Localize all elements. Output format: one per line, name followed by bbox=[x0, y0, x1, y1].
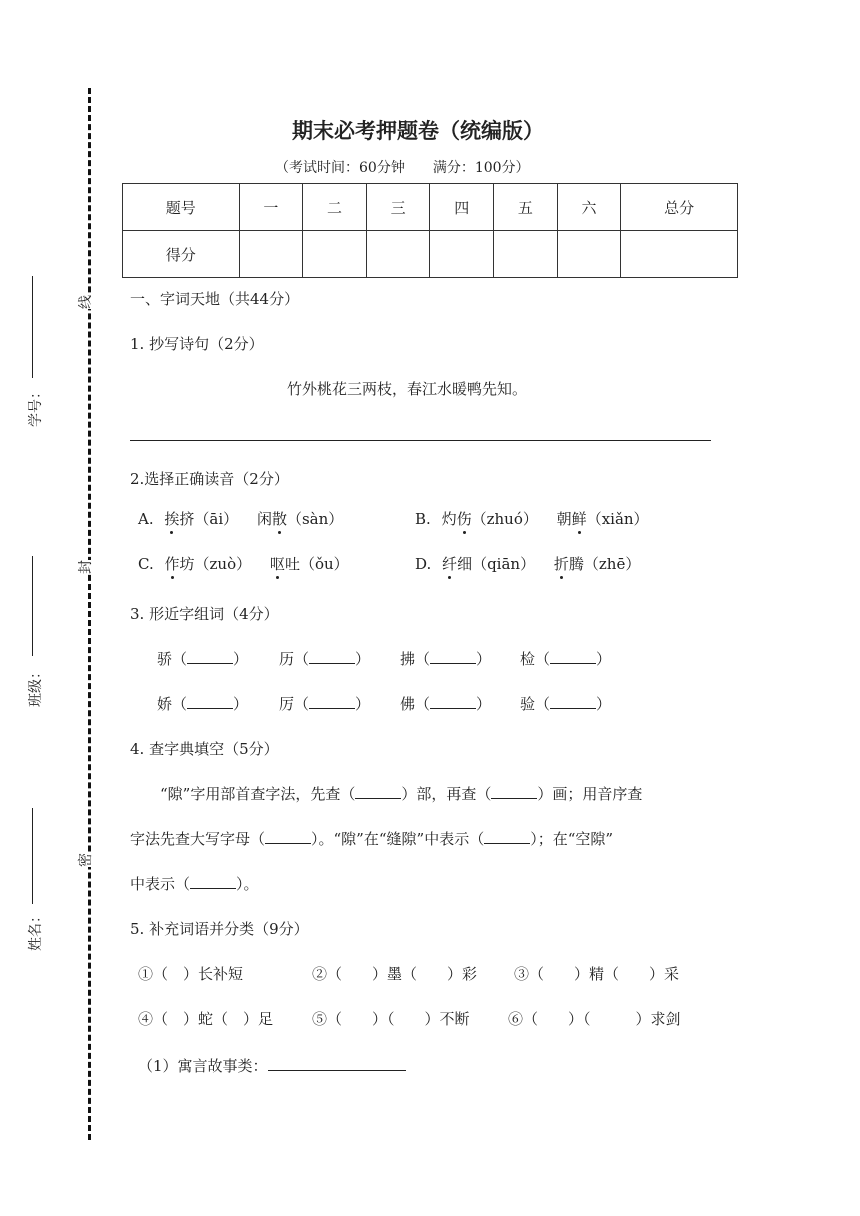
option-letter: D. bbox=[415, 555, 432, 573]
student-id-label: 学号： bbox=[28, 385, 44, 427]
q2-title: 2.选择正确读音（2分） bbox=[130, 470, 289, 488]
score-cell[interactable] bbox=[494, 231, 558, 278]
q3-blank[interactable] bbox=[309, 694, 355, 709]
q4-text: ）部，再查（ bbox=[401, 785, 492, 803]
q4-blank[interactable] bbox=[190, 874, 236, 889]
name-line[interactable] bbox=[32, 808, 33, 904]
q5-item-6[interactable]: ⑥（ ）（ ）求剑 bbox=[508, 1010, 681, 1028]
student-id-line[interactable] bbox=[32, 276, 33, 378]
section1-title: 一、字词天地（共44分） bbox=[130, 290, 300, 308]
q5-item-3[interactable]: ③（ ）精（ ）采 bbox=[514, 965, 680, 983]
class-line[interactable] bbox=[32, 556, 33, 656]
q3-char: 拂 bbox=[400, 650, 416, 668]
q4-text: “隙”字用部首查字法，先查（ bbox=[160, 785, 356, 803]
option-word-char: 吐 bbox=[284, 555, 300, 573]
q3-item[interactable]: 娇（ ） bbox=[157, 695, 249, 713]
q4-text: ）。 bbox=[236, 875, 259, 893]
option-word-char: 挤 bbox=[179, 510, 195, 528]
q5-item-5[interactable]: ⑤（ ）（ ）不断 bbox=[312, 1010, 470, 1028]
q2-option-b[interactable] bbox=[415, 508, 649, 529]
q5-sub-1 bbox=[138, 1055, 406, 1076]
q3-item[interactable]: 验（ ） bbox=[520, 695, 612, 713]
score-table-header-cell: 总分 bbox=[621, 184, 738, 231]
q1-answer-line[interactable] bbox=[130, 440, 711, 441]
q5-item-1[interactable]: ①（ ）长补短 bbox=[138, 965, 244, 983]
option-letter: C. bbox=[138, 555, 154, 573]
binding-dashed-line bbox=[88, 88, 91, 1140]
score-cell[interactable] bbox=[621, 231, 738, 278]
option-word-char-dotted: 纤 bbox=[442, 555, 458, 573]
q3-item[interactable]: 骄（ ） bbox=[157, 650, 249, 668]
score-table-header-cell: 五 bbox=[494, 184, 558, 231]
q2-option-d[interactable] bbox=[415, 553, 640, 574]
q3-char: 厉 bbox=[279, 695, 295, 713]
option-pinyin: （zhuó） bbox=[471, 510, 538, 528]
q5-title: 5. 补充词语并分类（9分） bbox=[130, 920, 309, 938]
score-cell[interactable] bbox=[430, 231, 494, 278]
score-cell[interactable] bbox=[303, 231, 367, 278]
option-word-char: 细 bbox=[457, 555, 473, 573]
option-pinyin: （zhē） bbox=[583, 555, 641, 573]
q3-title: 3. 形近字组词（4分） bbox=[130, 605, 279, 623]
q4-text: ）。“隙”在“缝隙”中表示（ bbox=[311, 830, 485, 848]
q4-line-2 bbox=[130, 828, 613, 849]
q4-text: ）；在“空隙” bbox=[530, 830, 614, 848]
score-row-label: 得分 bbox=[123, 231, 240, 278]
option-word-char-dotted: 挨 bbox=[164, 510, 180, 528]
q5-item-4[interactable]: ④（ ）蛇（ ）足 bbox=[138, 1010, 274, 1028]
option-word-char: 腾 bbox=[568, 555, 584, 573]
q3-item[interactable]: 历（ ） bbox=[279, 650, 371, 668]
option-pinyin: （āi） bbox=[194, 510, 239, 528]
q3-item[interactable]: 佛（ ） bbox=[400, 695, 492, 713]
option-word-char-dotted: 呕 bbox=[269, 555, 285, 573]
score-table-header-cell: 二 bbox=[303, 184, 367, 231]
q3-char: 佛 bbox=[400, 695, 416, 713]
q4-title: 4. 查字典填空（5分） bbox=[130, 740, 279, 758]
q3-char: 验 bbox=[520, 695, 536, 713]
q3-char: 骄 bbox=[157, 650, 173, 668]
q4-blank[interactable] bbox=[265, 829, 311, 844]
score-table-score-row bbox=[123, 231, 738, 278]
option-word-char-dotted: 鲜 bbox=[571, 510, 587, 528]
option-word-char-dotted: 折 bbox=[553, 555, 569, 573]
q3-blank[interactable] bbox=[550, 649, 596, 664]
q3-blank[interactable] bbox=[550, 694, 596, 709]
q3-blank[interactable] bbox=[187, 694, 233, 709]
score-table-header-cell: 题号 bbox=[123, 184, 240, 231]
score-cell[interactable] bbox=[239, 231, 303, 278]
option-pinyin: （sàn） bbox=[286, 510, 344, 528]
q3-blank[interactable] bbox=[430, 694, 476, 709]
q4-blank[interactable] bbox=[484, 829, 530, 844]
option-word-char: 坊 bbox=[179, 555, 195, 573]
score-table-header-cell: 六 bbox=[557, 184, 621, 231]
q4-text: 中表示（ bbox=[130, 875, 191, 893]
q2-option-c[interactable] bbox=[138, 553, 349, 574]
q3-blank[interactable] bbox=[430, 649, 476, 664]
q4-blank[interactable] bbox=[491, 784, 537, 799]
option-letter: B. bbox=[415, 510, 431, 528]
q5-sub-blank[interactable] bbox=[268, 1056, 406, 1071]
q3-item[interactable]: 厉（ ） bbox=[279, 695, 371, 713]
q1-poem: 竹外桃花三两枝，春江水暖鸭先知。 bbox=[287, 380, 528, 398]
score-table-header-cell: 四 bbox=[430, 184, 494, 231]
seal-char-feng: 封 bbox=[73, 560, 97, 574]
option-pinyin: （zuò） bbox=[194, 555, 252, 573]
q3-blank[interactable] bbox=[309, 649, 355, 664]
q3-char: 娇 bbox=[157, 695, 173, 713]
name-label: 姓名： bbox=[28, 909, 44, 951]
option-word-char-dotted: 作 bbox=[164, 555, 180, 573]
score-table-header-cell: 三 bbox=[366, 184, 430, 231]
q4-text: ）画；用音序查 bbox=[537, 785, 643, 803]
seal-char-xian: 线 bbox=[73, 295, 97, 309]
score-cell[interactable] bbox=[366, 231, 430, 278]
q2-option-a[interactable] bbox=[138, 508, 343, 529]
option-word-char-dotted: 伤 bbox=[456, 510, 472, 528]
option-pinyin: （qiān） bbox=[472, 555, 536, 573]
q4-text: 字法先查大写字母（ bbox=[130, 830, 266, 848]
option-word-char: 闲 bbox=[256, 510, 272, 528]
option-letter: A. bbox=[138, 510, 154, 528]
option-word-char-dotted: 散 bbox=[271, 510, 287, 528]
score-table bbox=[122, 183, 738, 278]
option-pinyin: （ǒu） bbox=[299, 555, 349, 573]
option-word-char: 灼 bbox=[441, 510, 457, 528]
exam-info: （考试时间：60分钟 满分：100分） bbox=[275, 160, 530, 176]
q3-char: 检 bbox=[520, 650, 536, 668]
q3-item[interactable]: 拂（ ） bbox=[400, 650, 492, 668]
option-pinyin: （xiǎn） bbox=[586, 510, 649, 528]
q5-sub-label: （1）寓言故事类： bbox=[138, 1057, 268, 1075]
class-label: 班级： bbox=[28, 665, 44, 707]
q5-item-2[interactable]: ②（ ）墨（ ）彩 bbox=[312, 965, 478, 983]
score-table-header-row bbox=[123, 184, 738, 231]
q4-line-3 bbox=[130, 873, 259, 894]
q4-blank[interactable] bbox=[355, 784, 401, 799]
q1-title: 1. 抄写诗句（2分） bbox=[130, 335, 264, 353]
q3-char: 历 bbox=[279, 650, 295, 668]
score-cell[interactable] bbox=[557, 231, 621, 278]
q3-blank[interactable] bbox=[187, 649, 233, 664]
q4-line-1 bbox=[160, 783, 642, 804]
page-title: 期末必考押题卷（统编版） bbox=[292, 118, 544, 143]
q3-item[interactable]: 检（ ） bbox=[520, 650, 612, 668]
score-table-header-cell: 一 bbox=[239, 184, 303, 231]
option-word-char: 朝 bbox=[556, 510, 572, 528]
seal-char-mi: 密 bbox=[73, 853, 97, 867]
